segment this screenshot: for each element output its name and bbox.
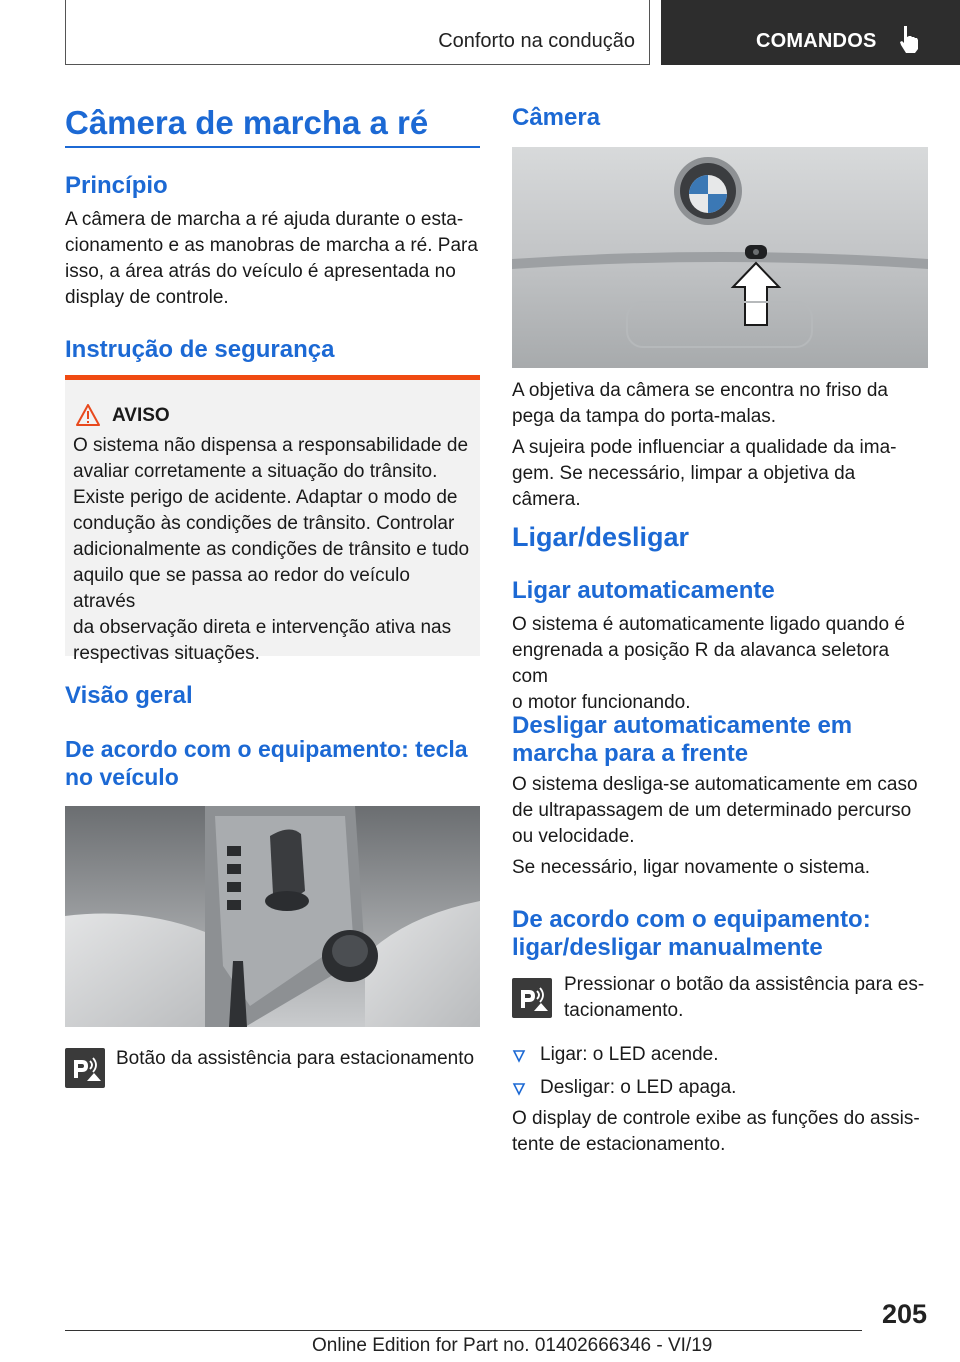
- onoff-heading: Ligar/desligar: [512, 522, 690, 552]
- park-assist-button-icon: [512, 978, 552, 1018]
- principle-heading: Princípio: [65, 172, 168, 199]
- page-number: 205: [881, 1299, 927, 1329]
- auto-on-heading: Ligar automaticamente: [512, 577, 775, 604]
- page-title: Câmera de marcha a ré: [65, 104, 429, 141]
- text-line: display de controle.: [65, 287, 229, 308]
- trunk-camera-photo: [512, 147, 928, 368]
- title-rule: [65, 146, 480, 148]
- text-line: adicionalmente as condições de trânsito e tudo: [73, 539, 470, 560]
- header-chapter-title: COMANDOS: [756, 30, 877, 52]
- triangle-bullet-icon: [512, 1049, 526, 1063]
- text-line: de ultrapassagem de um determinado percurso: [512, 800, 912, 821]
- text-line: A câmera de marcha a ré ajuda durante o esta‐: [65, 209, 464, 230]
- principle-text: [65, 207, 480, 311]
- interior-console-photo: [65, 806, 480, 1027]
- text-line: A objetiva da câmera se encontra no friso da: [512, 380, 889, 401]
- text-line: marcha para a frente: [512, 740, 749, 767]
- text-line: O sistema desliga-se automaticamente em caso: [512, 774, 918, 795]
- warning-text: [73, 433, 475, 667]
- text-line: ligar/desligar manualmente: [512, 934, 823, 961]
- auto-off-text: [512, 772, 928, 850]
- header-chapter-tab: [661, 0, 960, 65]
- text-line: tacionamento.: [564, 1000, 684, 1021]
- text-line: De acordo com o equipamento:: [512, 906, 871, 933]
- park-assist-button-icon: [65, 1048, 105, 1088]
- press-button-text: [564, 972, 934, 1024]
- text-line: cionamento e as manobras de marcha a ré. Para: [65, 235, 478, 256]
- footer-rule: [65, 1330, 862, 1331]
- text-line: Desligar automaticamente em: [512, 712, 853, 739]
- camera-dirt-text: [512, 435, 928, 513]
- text-line: O sistema não dispensa a responsabilidade de: [73, 435, 469, 456]
- text-line: aquilo que se passa ao redor do veículo através: [73, 565, 410, 612]
- text-line: isso, a área atrás do veículo é apresentada no: [65, 261, 456, 282]
- text-line: no veículo: [65, 764, 179, 790]
- manual-heading: [512, 906, 928, 962]
- safety-heading: Instrução de segurança: [65, 336, 335, 363]
- warning-triangle-icon: [76, 404, 100, 426]
- overview-heading: Visão geral: [65, 682, 193, 709]
- header-section-box: [65, 0, 650, 65]
- header-section-title: Conforto na condução: [438, 30, 635, 52]
- text-line: engrenada a posição R da alavanca seletora com: [512, 640, 890, 687]
- text-line: o motor funcionando.: [512, 692, 691, 713]
- triangle-bullet-icon: [512, 1082, 526, 1096]
- text-line: De acordo com o equipamento: tecla: [65, 736, 468, 762]
- text-line: O display de controle exibe as funções do assis‐: [512, 1108, 920, 1129]
- text-line: da observação direta e intervenção ativa nas: [73, 617, 452, 638]
- text-line: gem. Se necessário, limpar a objetiva da câmera.: [512, 463, 856, 510]
- text-line: pega da tampa do porta-malas.: [512, 406, 777, 427]
- text-line: avaliar corretamente a situação do trânsito.: [73, 461, 438, 482]
- text-line: Existe perigo de acidente. Adaptar o modo de: [73, 487, 458, 508]
- text-line: Pressionar o botão da assistência para es‐: [564, 974, 925, 995]
- list-item-text: Desligar: o LED apaga.: [540, 1077, 737, 1098]
- equipment-heading: [65, 735, 480, 791]
- button-caption: Botão da assistência para estacionamento: [116, 1048, 475, 1069]
- auto-on-text: [512, 612, 928, 716]
- warning-label: AVISO: [112, 405, 170, 426]
- text-line: O sistema é automaticamente ligado quando é: [512, 614, 905, 635]
- footer-edition: Online Edition for Part no. 01402666346 - VI/19: [312, 1335, 713, 1356]
- text-line: ou velocidade.: [512, 826, 635, 847]
- text-line: condução às condições de trânsito. Controlar: [73, 513, 455, 534]
- text-line: respectivas situações.: [73, 643, 260, 664]
- camera-heading: Câmera: [512, 104, 601, 131]
- text-line: tente de estacionamento.: [512, 1134, 726, 1155]
- camera-location-text: [512, 378, 928, 430]
- text-line: A sujeira pode influenciar a qualidade da ima‐: [512, 437, 897, 458]
- auto-off-heading: [512, 712, 928, 768]
- auto-off-note: Se necessário, ligar novamente o sistema.: [512, 857, 871, 878]
- display-functions-text: [512, 1106, 928, 1158]
- pointing-hand-icon: [898, 24, 920, 54]
- list-item-text: Ligar: o LED acende.: [540, 1044, 719, 1065]
